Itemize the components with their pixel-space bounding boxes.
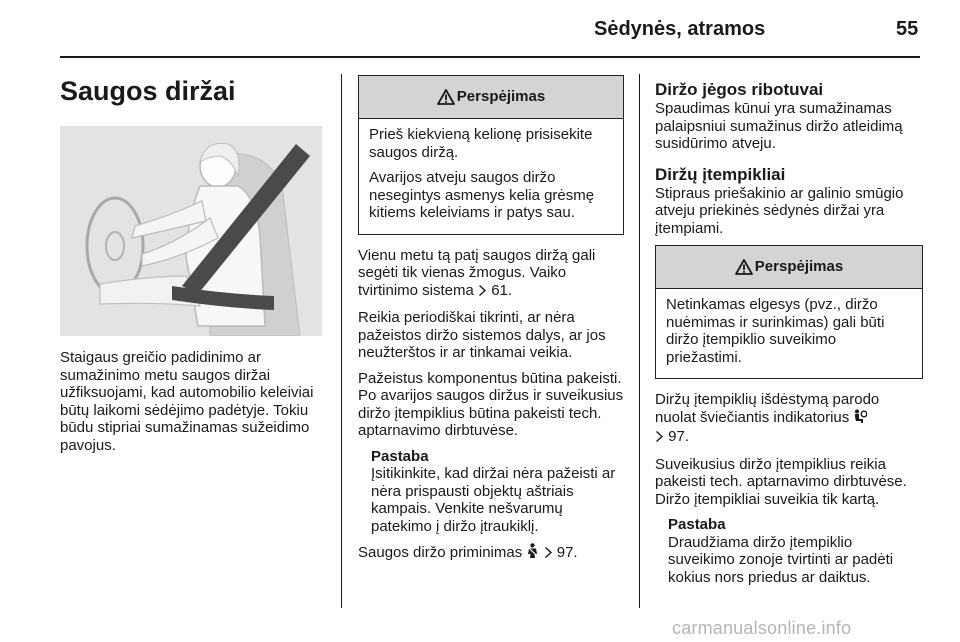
heading-belt-force-limiters: Diržo jėgos ribotuvai bbox=[655, 80, 824, 99]
column-divider-1 bbox=[341, 74, 342, 608]
page-reference-arrow-icon bbox=[478, 284, 487, 302]
note-block bbox=[358, 448, 624, 536]
column-2 bbox=[358, 75, 624, 572]
warning-text-1: Prieš kiekvieną kelionę prisisekite saugos diržą. bbox=[369, 126, 593, 161]
note-text-2: Draudžiama diržo įtempiklio suveikimo zonoje tvirtinti ar padėti kokius nors priedus ar daiktus. bbox=[668, 533, 894, 586]
column-divider-2 bbox=[639, 74, 640, 608]
running-header-title: Sėdynės, atramos bbox=[594, 18, 766, 40]
section-title: Saugos diržai bbox=[60, 76, 236, 106]
column-1-text bbox=[60, 349, 336, 462]
warning-body-2 bbox=[656, 289, 922, 378]
paragraph-single-user: Vienu metu tą patį saugos diržą gali segėti tik vienas žmogus. Vaiko tvirtinimo sistema 61. bbox=[358, 247, 624, 302]
seatbelt-illustration-image bbox=[60, 126, 322, 336]
warning-text-3: Netinkamas elgesys (pvz., diržo nuėmimas ir surinkimas) gali būti diržo įtempiklio suveikimo priežastimi. bbox=[666, 296, 885, 366]
note-label: Pastaba bbox=[371, 447, 429, 465]
seatbelt-illustration bbox=[60, 126, 322, 336]
paragraph-belt-reminder: Saugos diržo priminimas 97. bbox=[358, 543, 624, 564]
warning-header-2 bbox=[656, 246, 922, 289]
page-reference-arrow-icon bbox=[655, 430, 664, 448]
warning-header bbox=[359, 76, 623, 119]
column-3 bbox=[655, 80, 923, 594]
warning-triangle-icon bbox=[735, 259, 753, 275]
warning-triangle-icon bbox=[437, 89, 455, 105]
warning-body bbox=[359, 119, 623, 234]
paragraph-replace-pretensioners: Suveikusius diržo įtempiklius reikia pakeisti tech. aptarnavimo dirbtuvėse. Diržo įtempikliai suveikia tik kartą. bbox=[655, 455, 907, 508]
note-text: Įsitikinkite, kad diržai nėra pažeisti ar nėra prispausti objektų aštriais kampais. Venkite nešvarumų patekimo į diržo įtraukiklį. bbox=[371, 465, 616, 535]
header-rule bbox=[60, 56, 920, 58]
heading-belt-pretensioners: Diržų įtempikliai bbox=[655, 164, 786, 184]
warning-title: Perspėjimas bbox=[456, 88, 546, 106]
watermark: carmanualsonline.info bbox=[672, 618, 852, 638]
warning-text-2: Avarijos atveju saugos diržo nesegintys asmenys kelia grėsmę kitiems keleiviams ir patys sau. bbox=[369, 169, 595, 221]
paragraph-force-limiters: Spaudimas kūnui yra sumažinamas palaipsniui sumažinus diržo atleidimą susidūrimo atveju. bbox=[655, 100, 903, 152]
intro-paragraph: Staigaus greičio padidinimo ar sumažinimo metu saugos diržai užfiksuojami, kad automobilio keleiviai būtų laikomi sėdėjimo padėtyje. Tokiu būdu stipriai sumažinamas sužeidimo pavojus. bbox=[60, 349, 314, 454]
airbag-indicator-icon bbox=[853, 409, 867, 429]
paragraph-inspection: Reikia periodiškai tikrinti, ar nėra pažeistos diržo sistemos dalys, ar jos neužterštos ir ar tinkamai veikia. bbox=[358, 309, 606, 361]
paragraph-replacement: Pažeistus komponentus būtina pakeisti. Po avarijos saugos diržus ir suveikusius diržo įtempiklius būtina pakeisti tech. aptarnavimo dirbtuvėse. bbox=[358, 369, 624, 439]
warning-box bbox=[358, 75, 624, 235]
note-label-2: Pastaba bbox=[668, 516, 726, 533]
warning-box-2 bbox=[655, 245, 923, 379]
page-number: 55 bbox=[896, 18, 919, 40]
seatbelt-reminder-icon bbox=[526, 543, 539, 564]
page-reference-arrow-icon bbox=[544, 546, 553, 564]
note-block-2 bbox=[655, 516, 923, 586]
paragraph-indicator: Diržų įtempiklių išdėstymą parodo nuolat šviečiantis indikatorius 97. bbox=[655, 391, 923, 448]
warning-title-2: Perspėjimas bbox=[754, 258, 844, 276]
paragraph-pretensioners: Stipraus priešakinio ar galinio smūgio atveju priekinės sėdynės diržai yra įtempiami. bbox=[655, 184, 904, 237]
